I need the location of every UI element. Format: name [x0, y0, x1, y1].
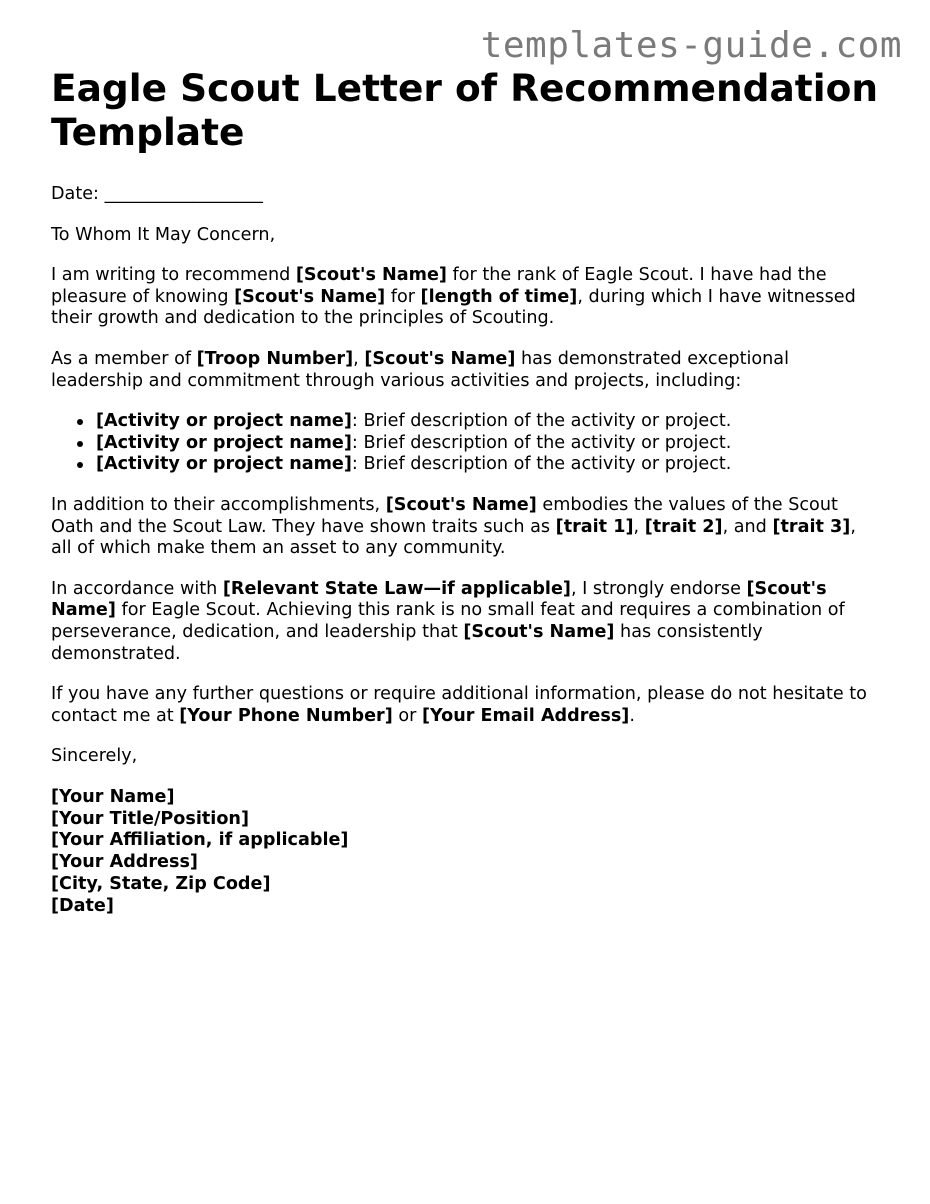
text-segment: In accordance with — [51, 578, 223, 599]
text-segment: , all of which make them an asset to any community. — [51, 516, 856, 559]
placeholder-phone-number: [Your Phone Number] — [179, 705, 393, 726]
placeholder-scout-name: [Scout's Name] — [234, 286, 386, 307]
text-segment: If you have any further questions or require additional information, please do not hesitate to contact me at — [51, 684, 867, 726]
text-segment: for the rank of Eagle Scout. I have had the pleasure of knowing — [51, 265, 827, 307]
text-segment: . — [629, 705, 635, 726]
activity-description: : Brief description of the activity or project. — [351, 432, 732, 453]
document-title: Eagle Scout Letter of Recommendation Template — [51, 66, 879, 154]
placeholder-length-of-time: [length of time] — [420, 286, 578, 307]
letter-document — [51, 66, 881, 918]
signature-block — [51, 787, 881, 918]
paragraph-contact — [51, 684, 881, 727]
paragraph-introduction — [51, 265, 881, 330]
text-segment: , during which I have witnessed their growth and dedication to the principles of Scouting. — [51, 286, 856, 329]
placeholder-troop-number: [Troop Number] — [196, 348, 354, 369]
paragraph-endorsement — [51, 579, 881, 665]
signature-city-state-zip: [City, State, Zip Code] — [51, 874, 271, 895]
placeholder-trait-1: [trait 1] — [555, 516, 634, 537]
text-segment: , — [353, 348, 365, 369]
placeholder-scout-name: [Scout's Name] — [295, 265, 447, 286]
text-segment: embodies the values of the Scout Oath and the Scout Law. They have shown traits such as — [51, 494, 838, 537]
text-segment: for — [385, 286, 421, 307]
list-item — [96, 454, 881, 476]
placeholder-activity-name: [Activity or project name] — [96, 454, 352, 475]
signature-affiliation: [Your Affiliation, if applicable] — [51, 830, 349, 851]
date-line: Date: __________________ — [51, 184, 263, 204]
list-item — [96, 411, 881, 433]
signature-name: [Your Name] — [51, 786, 175, 807]
placeholder-trait-2: [trait 2] — [644, 516, 723, 537]
paragraph-values — [51, 495, 881, 560]
placeholder-state-law: [Relevant State Law—if applicable] — [222, 578, 571, 599]
text-segment: , — [633, 516, 645, 537]
placeholder-trait-3: [trait 3] — [772, 516, 851, 537]
placeholder-scout-name: [Scout's Name] — [385, 494, 537, 515]
placeholder-scout-name: [Scout's Name] — [51, 578, 827, 621]
paragraph-troop — [51, 349, 881, 392]
placeholder-scout-name: [Scout's Name] — [463, 621, 615, 642]
letter-body — [51, 184, 881, 918]
closing: Sincerely, — [51, 746, 138, 767]
text-segment: In addition to their accomplishments, — [51, 494, 386, 515]
placeholder-email-address: [Your Email Address] — [421, 705, 630, 726]
text-segment: , I strongly endorse — [570, 578, 747, 599]
signature-date: [Date] — [51, 895, 114, 916]
text-segment: As a member of — [51, 348, 197, 369]
text-segment: for Eagle Scout. Achieving this rank is no small feat and requires a combination of perseverance, dedication, and leadership that — [51, 600, 845, 642]
activity-list — [51, 411, 881, 476]
salutation: To Whom It May Concern, — [51, 224, 276, 245]
placeholder-activity-name: [Activity or project name] — [96, 411, 352, 432]
list-item — [96, 433, 881, 455]
placeholder-scout-name: [Scout's Name] — [364, 348, 516, 369]
activity-description: : Brief description of the activity or project. — [351, 411, 732, 432]
signature-title: [Your Title/Position] — [51, 808, 249, 829]
text-segment: , and — [722, 516, 773, 537]
text-segment: has consistently demonstrated. — [51, 621, 763, 664]
text-segment: I am writing to recommend — [51, 265, 296, 286]
activity-description: : Brief description of the activity or project. — [351, 454, 732, 475]
text-segment: or — [392, 705, 422, 726]
watermark-text: templates-guide.com — [480, 25, 902, 66]
placeholder-activity-name: [Activity or project name] — [96, 432, 352, 453]
text-segment: has demonstrated exceptional leadership and commitment through various activities and projects, including: — [51, 348, 789, 391]
signature-address: [Your Address] — [51, 852, 198, 873]
